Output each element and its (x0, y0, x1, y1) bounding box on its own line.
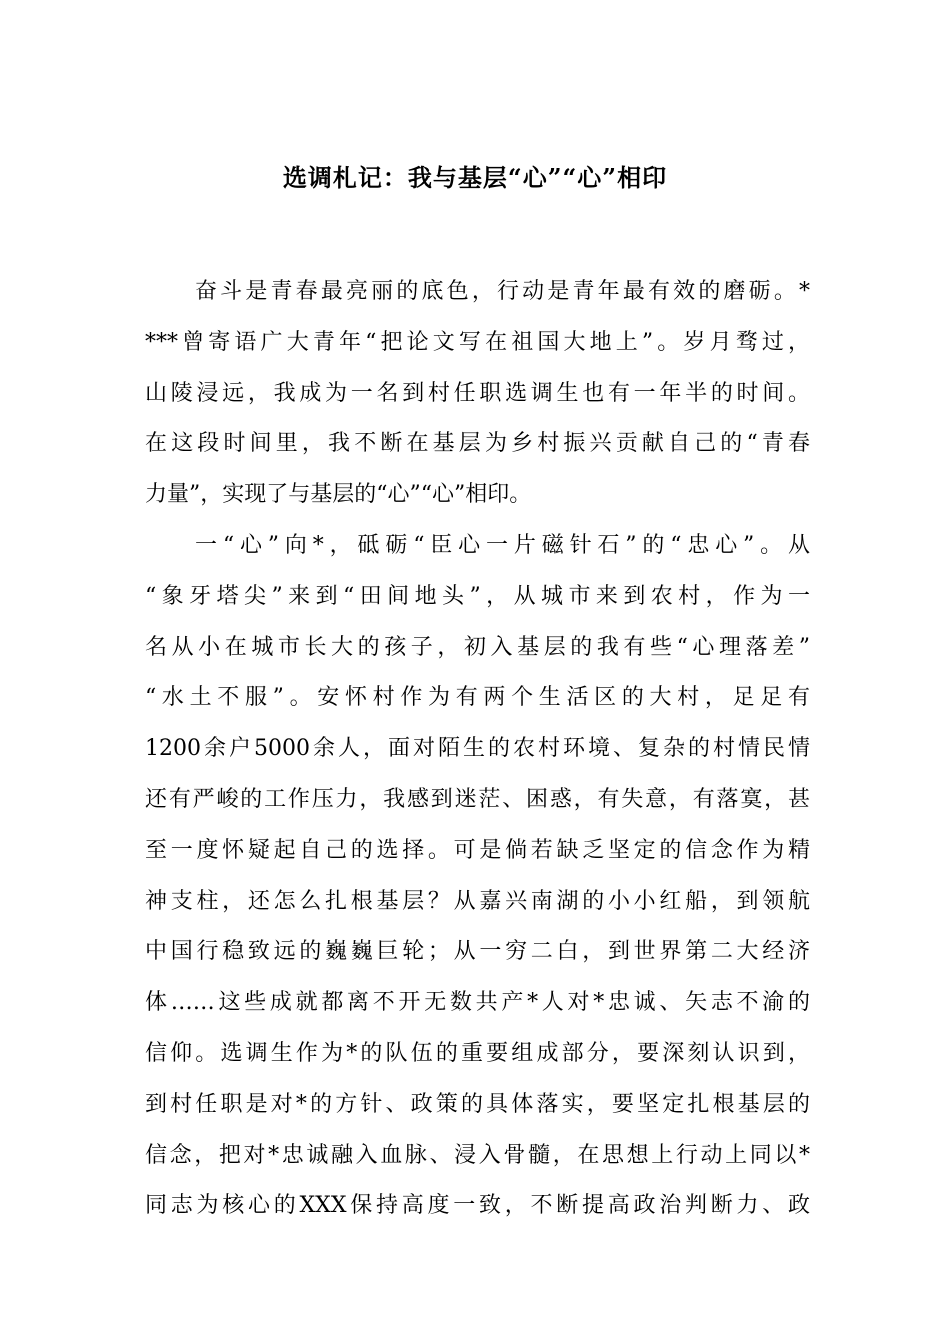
paragraph-2-line-5: 1200余户5000余人，面对陌生的农村环境、复杂的村情民情 (145, 736, 810, 762)
paragraph-1-line-4: 在这段时间里，我不断在基层为乡村振兴贡献自己的“青春 (145, 431, 810, 457)
paragraph-2-line-4: “水土不服”。安怀村作为有两个生活区的大村，足足有 (145, 685, 810, 711)
paragraph-2-line-11: 信仰。选调生作为*的队伍的重要组成部分，要深刻认识到， (145, 1040, 810, 1066)
paragraph-1-line-5: 力量”，实现了与基层的“心”“心”相印。 (145, 482, 532, 508)
paragraph-2-line-9: 中国行稳致远的巍巍巨轮；从一穷二白，到世界第二大经济 (145, 939, 810, 965)
paragraph-1-line-3: 山陵浸远，我成为一名到村任职选调生也有一年半的时间。 (145, 380, 810, 406)
document-title: 选调札记：我与基层“心”“心”相印 (282, 163, 668, 192)
paragraph-2-line-3: 名从小在城市长大的孩子，初入基层的我有些“心理落差” (145, 634, 810, 660)
paragraph-2-line-8: 神支柱，还怎么扎根基层？从嘉兴南湖的小小红船，到领航 (145, 888, 810, 914)
paragraph-2-line-14: 同志为核心的XXX保持高度一致，不断提高政治判断力、政 (145, 1193, 810, 1219)
paragraph-2-line-13: 信念，把对*忠诚融入血脉、浸入骨髓，在思想上行动上同以* (145, 1142, 810, 1168)
paragraph-1-line-2: ***曾寄语广大青年“把论文写在祖国大地上”。岁月骛过， (145, 329, 810, 355)
paragraph-2-line-6: 还有严峻的工作压力，我感到迷茫、困惑，有失意，有落寞，甚 (145, 786, 810, 812)
paragraph-1-line-1: 奋斗是青春最亮丽的底色，行动是青年最有效的磨砺。* (195, 279, 810, 304)
paragraph-2-line-2: “象牙塔尖”来到“田间地头”，从城市来到农村，作为一 (145, 583, 810, 609)
document-body (145, 267, 810, 1232)
paragraph-2-line-10: 体……这些成就都离不开无数共产*人对*忠诚、矢志不渝的 (145, 990, 810, 1016)
paragraph-2-line-12: 到村任职是对*的方针、政策的具体落实，要坚定扎根基层的 (145, 1091, 810, 1117)
paragraph-2-line-1: 一“心”向*，砥砺“臣心一片磁针石”的“忠心”。从 (195, 532, 810, 558)
paragraph-2-line-7: 至一度怀疑起自己的选择。可是倘若缺乏坚定的信念作为精 (145, 837, 810, 863)
